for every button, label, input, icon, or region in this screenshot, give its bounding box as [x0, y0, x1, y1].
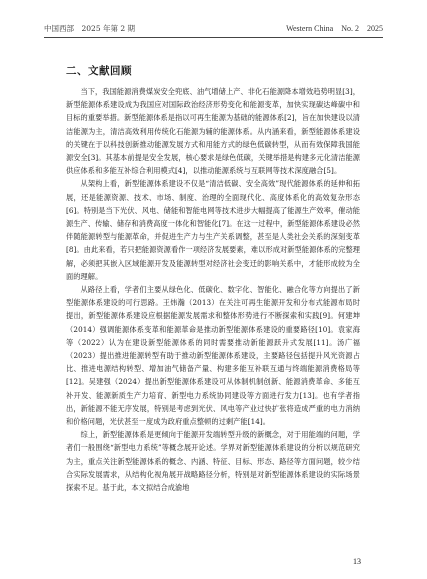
paragraph-3: 从路径上看，学者们主要从绿色化、低碳化、数字化、智能化、融合化等方向提出了新型能源体系建设的可行思路。王炜瀚（2013）在关注可再生能源开发和分布式能源布局时提出，新型能源体系建设应根据能源发展需求和整体形势进行不断探索和实践[9]。何建坤（2014）强调能源体系变革和能源革命是推动新型能源体系建设的重要路径[10]。袁家海等（2022）认为在建设新型能源体系的同时需要推动新能源跃升式发展[11]。汤广福（2023）提出推进能源转型有助于推动新型能源体系建设，主要路径包括提升风光资源占比、推进电源结构转型、增加油气储备产量、构建多能互补联互通与终端能源消费格局等[12]。吴建强（2024）提出新型能源体系建设可从体制机制创新、能源消费革命、多能互补开发、能源新质生产力培育、新型电力系统协同建设等方面进行发力[13]。也有学者指出，新能源不能无序发展，特别是考虑到光伏、风电等产业过快扩张将造成严重的电力消纳和价格问题，光伏甚至一度成为政府重点整顿的过剩产能[14]。	[66, 285, 360, 427]
header-journal-issue-en: Western China No. 2 2025	[286, 24, 383, 33]
paragraph-4: 综上，新型能源体系是更倾向于能源开发端转型升级的新概念，对于用能端的问题，学者们一般围绕“新型电力系统”等概念展开论述。学界对新型能源体系建设的分析以规范研究为主，重点关注新型能源体系的概念、内涵、特征、目标、形态、路径等方面问题，较少结合实际发展需求，从结构化视角展开战略路径分析，特别是对新型能源体系建设的实际场景探索不足。基于此，本文拟结合成渝地	[66, 430, 360, 493]
article-body	[66, 85, 360, 494]
section-title: 二、文献回顾	[66, 65, 132, 77]
header-journal-issue-cn: 中国西部 2025 年第 2 期	[44, 24, 136, 33]
running-header	[44, 23, 383, 37]
paragraph-1: 当下，我国能源消费煤炭安全兜底、油气增储上产、非化石能源降本增效趋势明显[3]，新型能源体系建设成为我国应对国际政治经济形势变化和能源变革，加快实现碳达峰碳中和目标的重要举措。新型能源体系是指以可再生能源为基础的能源体系[2]，旨在加快建设以清洁能源为主，清洁高效利用传统化石能源为辅的能源体系。从内涵来看，新型能源体系建设的关键在于以科技创新推动能源发展方式和用能方式的绿色低碳转型，从而有效保障我国能源安全[3]。其基本前提是安全发展，核心要求是绿色低碳，关键举措是构建多元化清洁能源供应体系和多能互补综合利用模式[4]，以推动能源系统与互联网等技术深度融合[5]。	[66, 87, 360, 176]
paragraph-2: 从架构上看，新型能源体系建设不仅是“清洁低碳、安全高效”现代能源体系的延伸和拓展，还是能源资源、技术、市场、制度、治理的全面现代化、高度体系化的高效复杂形态[6]。特别是当下光伏、风电、储能和智能电网等技术进步大幅提高了能源生产效率，催动能源生产、传输、储存和消费高度一体化和智能化[7]。在这一过程中，新型能源体系建设必然伴随能源转型与能源革命，并促进生产力与生产关系调整，甚至是人类社会关系的深刻变革[8]。由此来看，若只把能源资源看作一项经济发展要素，难以形成对新型能源体系的完整理解，必须把其嵌入区域能源开发及能源转型对经济社会变迁的影响关系中，才能形成较为全面的理解。	[66, 179, 360, 281]
header-divider	[44, 37, 383, 38]
page-number: 13	[353, 557, 361, 566]
